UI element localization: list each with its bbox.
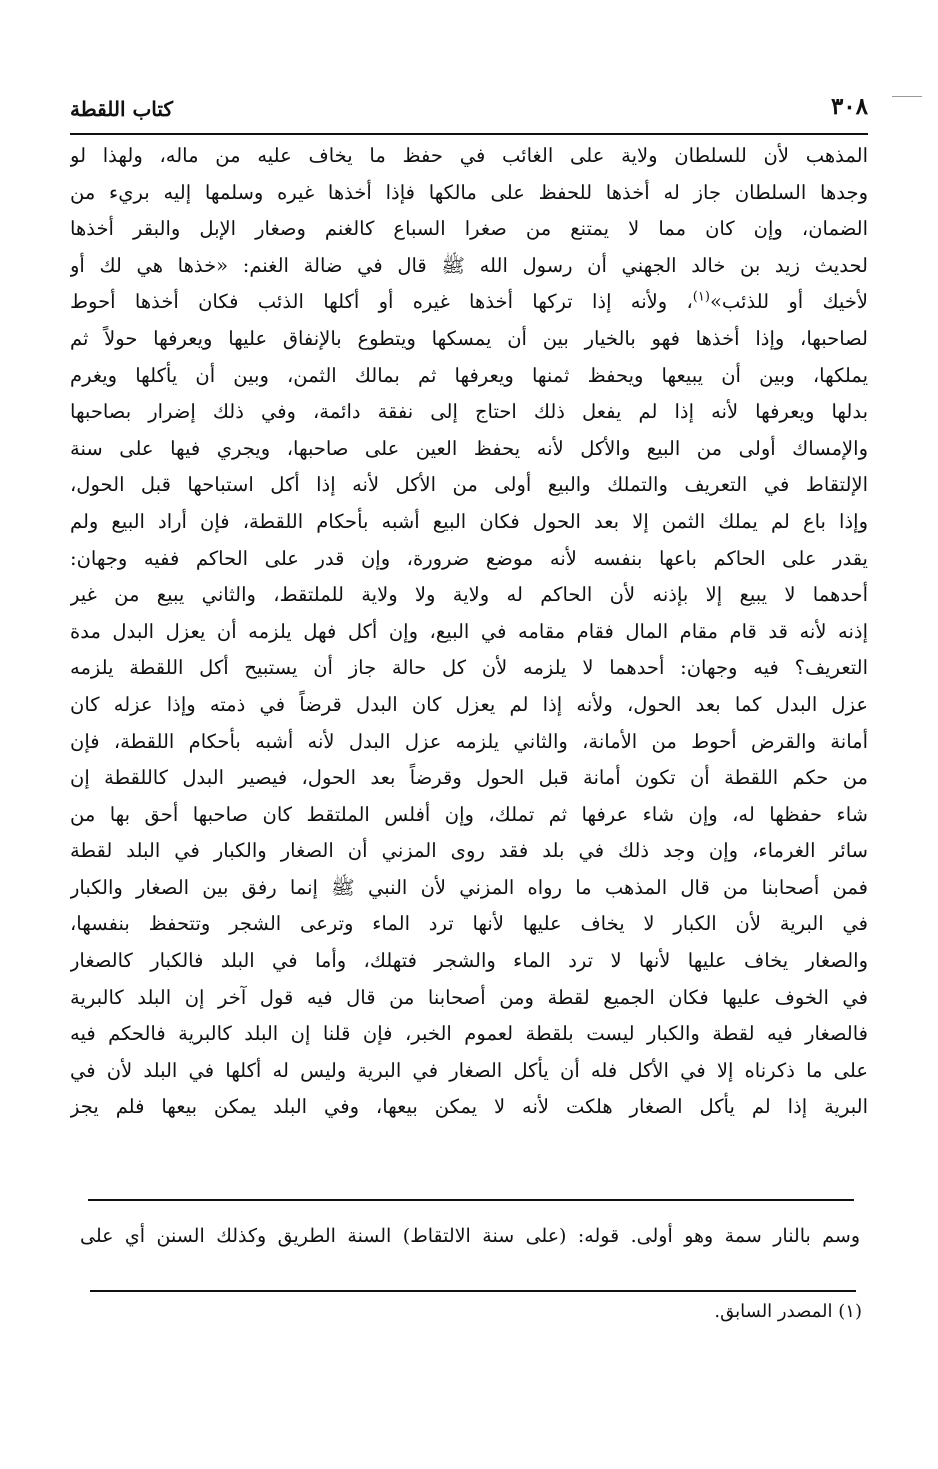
text-line: يملكها، وبين أن يبيعها ويحفظ ثمنها ويعرفها ثم بمالك الثمن، وبين أن يأكلها ويغرم bbox=[70, 363, 868, 387]
text-line: فمن أصحابنا من قال المذهب ما رواه المزني لأن النبي ﷺ إنما رفق بين الصغار والكبار bbox=[70, 875, 868, 899]
text-line: أمانة والقرض أحوط من الأمانة، والثاني يلزمه عزل البدل لأنه أشبه بأحكام اللقطة، فإن bbox=[70, 729, 868, 753]
text-line: المذهب لأن للسلطان ولاية على الغائب في حفظ ما يخاف عليه من ماله، ولهذا لو bbox=[70, 144, 868, 167]
text-line: وإذا باع لم يملك الثمن إلا بعد الحول فكان البيع أشبه بأحكام اللقطة، فإن أراد البيع ولم bbox=[70, 509, 868, 533]
text-line: على ما ذكرناه إلا في الأكل فله أن يأكل الصغار في البرية وليس له أكلها في البلد لأن في bbox=[70, 1058, 868, 1082]
text-line: الضمان، وإن كان مما لا يمتنع من صغرا السباع كالغنم وصغار الإبل والبقر أخذها bbox=[70, 217, 868, 241]
text-line: إذنه لأنه قد قام مقام المال فقام مقامه في البيع، وإن أكل فهل يلزمه أن يعزل البدل مدة bbox=[70, 619, 868, 643]
footnote-rule bbox=[90, 1290, 856, 1292]
text-line: لصاحبها، وإذا أخذها فهو بالخيار بين أن يمسكها ويتطوع بالإنفاق عليها ويعرفها حولاً ثم bbox=[70, 326, 868, 350]
text-line-tail: ، ولأنه إذا تركها أخذها غيره أو أكلها الذئب فكان أخذها أحوط bbox=[70, 290, 693, 314]
text-line: فالصغار فيه لقطة والكبار ليست بلقطة لعموم الخبر، فإن قلنا إن البلد كالبرية فالحكم فيه bbox=[70, 1022, 868, 1046]
footnote-ref[interactable]: (١) bbox=[692, 289, 710, 305]
text-line: الإلتقاط في التعريف والتملك والبيع أولى من الأكل لأنه إذا أكل استباحها قبل الحول، bbox=[70, 473, 868, 497]
commentary-rule bbox=[88, 1199, 854, 1201]
page-header bbox=[70, 93, 868, 133]
text-line: سائر الغرماء، وإن وجد ذلك في بلد فقد روى المزني أن الصغار والكبار في البلد لقطة bbox=[70, 839, 868, 863]
text-line: في الخوف عليها فكان الجميع لقطة ومن أصحابنا من قال فيه قول آخر إن البلد كالبرية bbox=[70, 985, 868, 1009]
main-text bbox=[70, 138, 868, 1196]
text-line bbox=[70, 284, 868, 321]
text-line: عزل البدل كما بعد الحول، ولأنه إذا لم يعزل كان البدل قرضاً في ذمته وإذا عزله كان bbox=[70, 692, 868, 716]
corner-mark bbox=[892, 96, 922, 97]
text-line: والإمساك أولى من البيع والأكل لأنه يحفظ العين على صاحبها، ويجري فيها على سنة bbox=[70, 436, 868, 460]
text-line: لحديث زيد بن خالد الجهني أن رسول الله ﷺ قال في ضالة الغنم: «خذها هي لك أو bbox=[70, 253, 868, 277]
text-line: التعريف؟ فيه وجهان: أحدهما لا يلزمه لأن كل حالة جاز أن يستبيح أكل اللقطة يلزمه bbox=[70, 656, 868, 680]
book-title: كتاب اللقطة bbox=[70, 97, 173, 121]
text-line: البرية إذا لم يأكل الصغار هلكت لأنه لا يمكن بيعها، وفي البلد يمكن بيعها فلم يجز bbox=[70, 1095, 868, 1119]
text-line: والصغار يخاف عليها لأنها لا ترد الماء والشجر فتهلك، وأما في البلد فالكبار كالصغار bbox=[70, 949, 868, 973]
text-line: في البرية لأن الكبار لا يخاف عليها لأنها ترد الماء وترعى الشجر وتتحفظ بنفسها، bbox=[70, 912, 868, 936]
text-line: من حكم اللقطة أن تكون أمانة قبل الحول وقرضاً بعد الحول، فيصير البدل كاللقطة إن bbox=[70, 766, 868, 790]
text-line: يقدر على الحاكم باعها بنفسه لأنه موضع ضرورة، وإن قدر على الحاكم ففيه وجهان: bbox=[70, 546, 868, 570]
text-line: وجدها السلطان جاز له أخذها للحفظ على مالكها فإذا أخذها غيره وسلمها إليه بريء من bbox=[70, 180, 868, 204]
page-number: ٣٠٨ bbox=[830, 93, 868, 120]
hadith-quote-end: لأخيك أو للذئب» bbox=[709, 290, 868, 314]
text-line: بدلها ويعرفها لأنه إذا لم يفعل ذلك احتاج إلى نفقة دائمة، وفي ذلك إضرار بصاحبها bbox=[70, 400, 868, 424]
header-rule bbox=[70, 133, 868, 135]
commentary-text: وسم بالنار سمة وهو أولى. قوله: (على سنة الالتقاط) السنة الطريق وكذلك السنن أي على bbox=[80, 1225, 860, 1247]
footnote: (١) المصدر السابق. bbox=[714, 1301, 862, 1322]
text-line: أحدهما لا يبيع إلا بإذنه لأن الحاكم له ولاية ولا ولاية للملتقط، والثاني يبيع من غير bbox=[70, 583, 868, 607]
text-line: شاء حفظها له، وإن شاء عرفها ثم تملك، وإن أفلس الملتقط كان صاحبها أحق بها من bbox=[70, 802, 868, 826]
